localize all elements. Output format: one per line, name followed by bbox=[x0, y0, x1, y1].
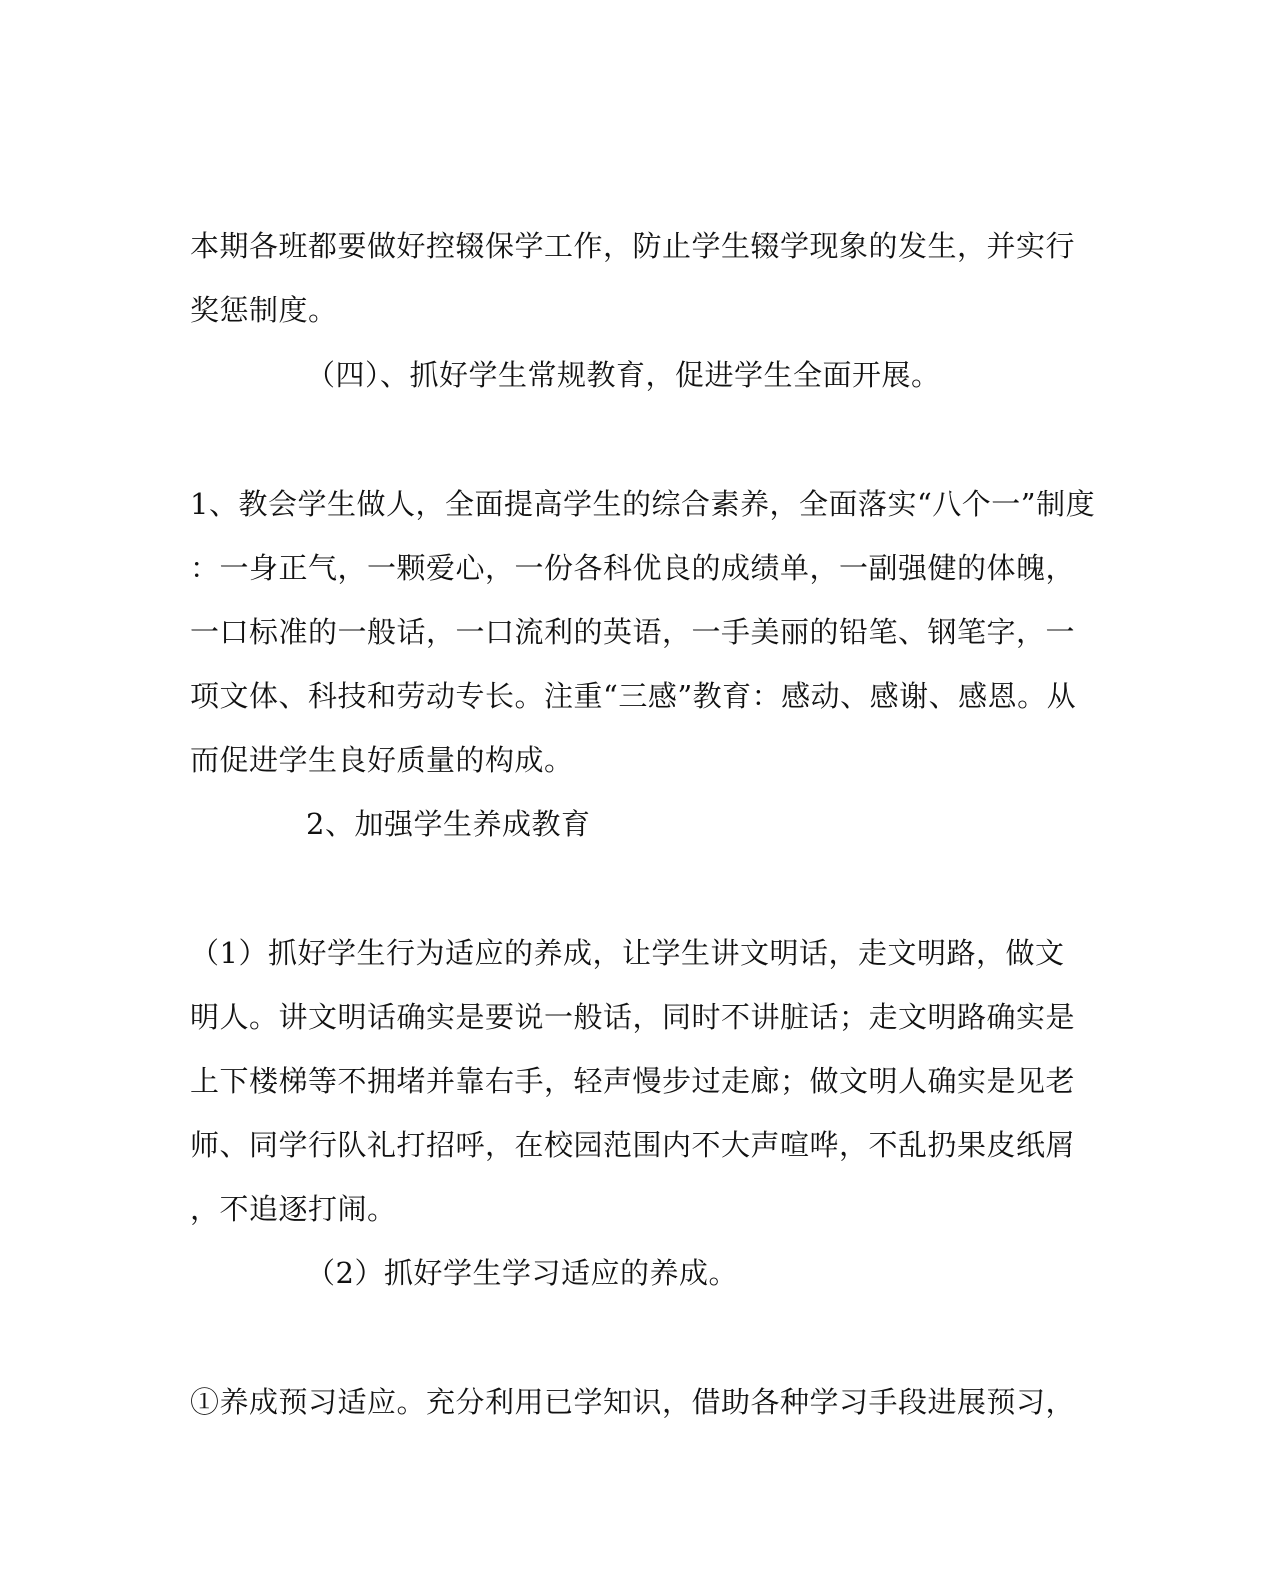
paragraph-line: 1、教会学生做人，全面提高学生的综合素养，全面落实“八个一”制度 bbox=[190, 487, 1096, 521]
paragraph-line: 一口标准的一般话，一口流利的英语，一手美丽的铅笔、钢笔字，一 bbox=[190, 615, 1076, 649]
subsection-heading: 2、加强学生养成教育 bbox=[306, 807, 591, 841]
paragraph-line: 项文体、科技和劳动专长。注重“三感”教育：感动、感谢、感恩。从 bbox=[190, 679, 1077, 713]
section-heading: （四）、抓好学生常规教育，促进学生全面开展。 bbox=[306, 358, 941, 392]
paragraph-line: 师、同学行队礼打招呼，在校园范围内不大声喧哗，不乱扔果皮纸屑 bbox=[190, 1128, 1076, 1162]
paragraph-line: 本期各班都要做好控辍保学工作，防止学生辍学现象的发生，并实行 bbox=[190, 229, 1076, 263]
paragraph-line: ①养成预习适应。充分利用已学知识，借助各种学习手段进展预习， bbox=[190, 1385, 1076, 1419]
subsection-heading: （2）抓好学生学习适应的养成。 bbox=[306, 1256, 738, 1290]
paragraph-line: ：一身正气，一颗爱心，一份各科优良的成绩单，一副强健的体魄， bbox=[190, 551, 1076, 585]
paragraph-line: （1）抓好学生行为适应的养成，让学生讲文明话，走文明路，做文 bbox=[190, 936, 1065, 970]
paragraph-line: 而促进学生良好质量的构成。 bbox=[190, 743, 574, 777]
paragraph-line: 奖惩制度。 bbox=[190, 293, 338, 327]
paragraph-line: ，不追逐打闹。 bbox=[190, 1192, 397, 1226]
paragraph-line: 明人。讲文明话确实是要说一般话，同时不讲脏话；走文明路确实是 bbox=[190, 1000, 1076, 1034]
paragraph-line: 上下楼梯等不拥堵并靠右手，轻声慢步过走廊；做文明人确实是见老 bbox=[190, 1064, 1076, 1098]
